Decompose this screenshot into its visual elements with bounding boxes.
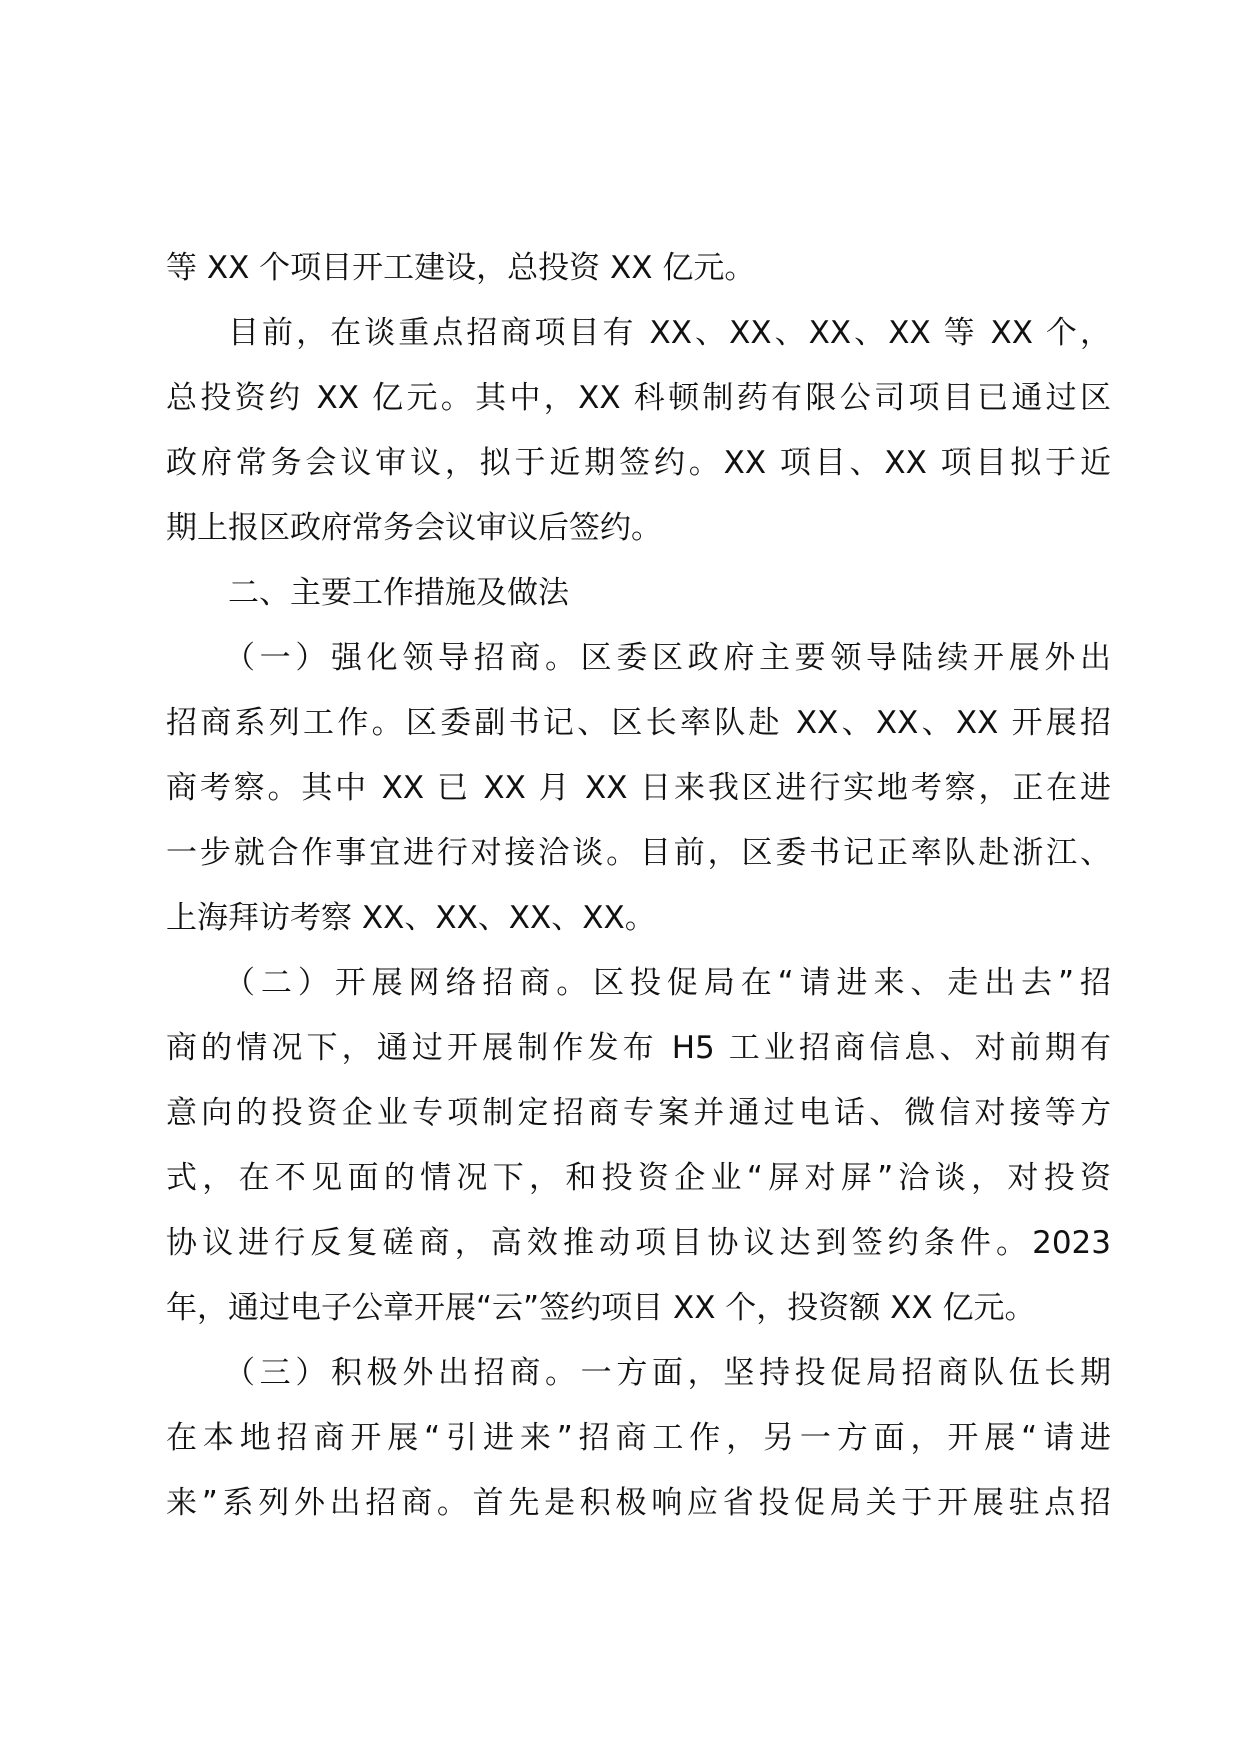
paragraph-line: 在本地招商开展“引进来”招商工作，另一方面，开展“请进 (166, 1420, 1111, 1456)
paragraph-line: 协议进行反复磋商，高效推动项目协议达到签约条件。2023 (166, 1225, 1111, 1261)
paragraph-line: 总投资约 XX 亿元。其中，XX 科顿制药有限公司项目已通过区 (166, 380, 1111, 416)
paragraph-line: 商考察。其中 XX 已 XX 月 XX 日来我区进行实地考察，正在进 (166, 770, 1111, 806)
paragraph-line: 等 XX 个项目开工建设，总投资 XX 亿元。 (166, 250, 756, 286)
paragraph-line: 目前，在谈重点招商项目有 XX、XX、XX、XX 等 XX 个， (228, 315, 1111, 351)
paragraph-line: 意向的投资企业专项制定招商专案并通过电话、微信对接等方 (166, 1095, 1111, 1131)
paragraph-line: 一步就合作事宜进行对接洽谈。目前，区委书记正率队赴浙江、 (166, 835, 1111, 871)
paragraph-line: 年，通过电子公章开展“云”签约项目 XX 个，投资额 XX 亿元。 (166, 1290, 1036, 1326)
paragraph-line: 式，在不见面的情况下，和投资企业“屏对屏”洽谈，对投资 (166, 1160, 1111, 1196)
document-body (166, 236, 1111, 1536)
paragraph-line: 招商系列工作。区委副书记、区长率队赴 XX、XX、XX 开展招 (166, 705, 1111, 741)
paragraph-line: 政府常务会议审议，拟于近期签约。XX 项目、XX 项目拟于近 (166, 445, 1111, 481)
paragraph-line: 期上报区政府常务会议审议后签约。 (166, 510, 662, 546)
section-heading: 二、主要工作措施及做法 (228, 575, 569, 611)
paragraph-line: （三）积极外出招商。一方面，坚持投促局招商队伍长期 (224, 1355, 1111, 1391)
paragraph-line: （二）开展网络招商。区投促局在“请进来、走出去”招 (224, 965, 1111, 1001)
paragraph-line: 来”系列外出招商。首先是积极响应省投促局关于开展驻点招 (166, 1485, 1111, 1521)
paragraph-line: （一）强化领导招商。区委区政府主要领导陆续开展外出 (224, 640, 1111, 676)
paragraph-line: 商的情况下，通过开展制作发布 H5 工业招商信息、对前期有 (166, 1030, 1111, 1066)
paragraph-line: 上海拜访考察 XX、XX、XX、XX。 (166, 900, 656, 936)
